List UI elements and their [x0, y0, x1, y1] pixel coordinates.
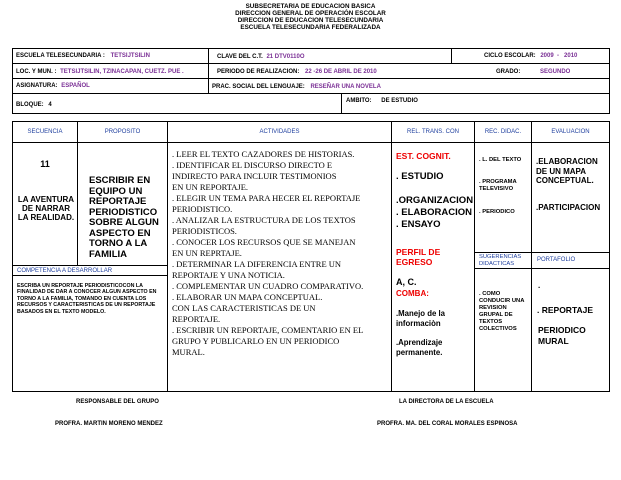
loc-cell [12, 63, 209, 79]
proposito-cell [77, 142, 168, 266]
actividad-line: EN UN REPORTAJE. [172, 182, 249, 192]
loc-value: TETSIJTSILIN, TZINACAPAN, CUETZ. PUE . [60, 69, 184, 75]
escuela-label: ESCUELA TELESECUNDARIA : [16, 53, 105, 59]
col-evaluacion: EVALUACION [531, 121, 610, 143]
actividad-line: REPORTAJE. [172, 314, 221, 324]
col-secuencia: SECUENCIA [12, 121, 78, 143]
sugerencias-text: . COMO CONDUCIR UNA REVISION GRUPAL DE TEXTOS COLECTIVOS [479, 291, 525, 332]
ciclo-label: CICLO ESCOLAR: [484, 53, 536, 59]
reltrans-list [396, 171, 473, 231]
actividad-line: . DETERMINAR LA DIFERENCIA ENTRE UN [172, 259, 342, 269]
portafolio-cell [531, 268, 610, 392]
periodo-label: PERIODO DE REALIZACION: [217, 69, 300, 75]
actividad-line: GRUPO Y PUBLICARLO EN UN PERIODICO [172, 336, 340, 346]
actividad-line: . ESCRIBIR UN REPORTAJE, COMENTARIO EN EL [172, 325, 364, 335]
footer-right-name: PROFRA. MA. DEL CORAL MORALES ESPINOSA [377, 421, 518, 427]
reltrans-item: . ELABORACION [396, 207, 472, 218]
escuela-value: TETSIJTSILIN [110, 53, 150, 59]
recdidac-cell [474, 142, 532, 253]
reltrans-aprendizaje: .Aprendizaje permanente. [396, 338, 443, 357]
reltrans-item: .ORGANIZACION [396, 195, 474, 206]
competencia-cell [12, 275, 168, 392]
recdidac-item: . L. DEL TEXTO [479, 157, 522, 163]
escuela-cell [12, 48, 209, 64]
asignatura-label: ASIGNATURA: [16, 83, 58, 89]
bloque-value: 4 [48, 102, 52, 108]
sugerencias-cell [474, 268, 532, 392]
recdidac-item: . PERIODICO [479, 209, 515, 215]
actividad-line: . ELABORAR UN MAPA CONCEPTUAL. [172, 292, 323, 302]
actividad-line: . LEER EL TEXTO CAZADORES DE HISTORIAS. [172, 149, 355, 159]
actividad-line: CON LAS CARACTERISTICAS DE UN [172, 303, 316, 313]
recdidac-item: . PROGRAMA TELEVISIVO [479, 179, 517, 192]
grado-label: GRADO: [496, 69, 521, 75]
actividad-line: MURAL. [172, 347, 205, 357]
loc-label: LOC. Y MUN. : [16, 69, 57, 75]
actividad-line: . ANALIZAR LA ESTRUCTURA DE LOS TEXTOS [172, 215, 356, 225]
prac-value: RESEÑAR UNA NOVELA [310, 84, 381, 90]
clave-cell [208, 48, 452, 64]
actividad-line: . CONOCER LOS RECURSOS QUE SE MANEJAN [172, 237, 356, 247]
grado-value: SEGUNDO [540, 69, 571, 75]
prac-label: PRAC. SOCIAL DEL LENGUAJE: [212, 84, 305, 90]
actividad-line: PERIODISTICO. [172, 204, 233, 214]
reltrans-heading-perfil: PERFIL DE EGRESO [396, 247, 441, 267]
bloque-label: BLOQUE: [16, 102, 44, 108]
competencia-label: COMPETENCIA A DESARROLLAR [17, 268, 113, 274]
portafolio-label: PORTAFOLIO [537, 257, 576, 263]
actividades-cell [167, 142, 392, 392]
footer-right-title: LA DIRECTORA DE LA ESCUELA [399, 399, 494, 405]
reltrans-item: . ESTUDIO [396, 171, 444, 182]
reltrans-heading-cognit: EST. COGNIT. [396, 151, 451, 161]
actividad-line: EN UN REPRTAJE. [172, 248, 242, 258]
reltrans-ac: A, C. [396, 277, 417, 287]
clave-value: 21 DTV0110O [266, 54, 305, 60]
actividad-line: . IDENTIFICAR EL DISCURSO DIRECTO E [172, 160, 333, 170]
actividades-list [172, 149, 392, 358]
reltrans-comba: COMBA: [396, 289, 429, 298]
actividad-line: REPORTAJE Y UNA NOTICIA. [172, 270, 285, 280]
actividad-line: . ELEGIR UN TEMA PARA HECER EL REPORTAJE [172, 193, 361, 203]
portafolio-reportaje: . REPORTAJE [537, 305, 594, 315]
asignatura-cell [12, 78, 209, 94]
evaluacion-cell [531, 142, 610, 253]
ciclo-cell [451, 48, 610, 64]
header-line-2: DIRECCION GENERAL DE OPERACIÓN ESCOLAR [235, 10, 386, 17]
footer-left-name: PROFRA. MARTIN MORENO MENDEZ [55, 421, 163, 427]
ambito-value: DE ESTUDIO [381, 98, 418, 104]
portafolio-periodico: PERIODICO MURAL [538, 325, 586, 346]
ambito-label: AMBITO: [346, 98, 372, 104]
col-actividades: ACTIVIDADES [167, 121, 392, 143]
ciclo-value: 2009 - 2010 [540, 53, 578, 59]
portafolio-dot: . [538, 281, 541, 290]
periodo-cell [208, 63, 610, 79]
sugerencias-label: SUGERENCIAS DIDACTICAS [479, 254, 522, 267]
col-recdidac: REC. DIDAC. [474, 121, 532, 143]
reltrans-manejo: .Manejo de la informaciòn [396, 309, 445, 328]
col-reltrans: REL. TRANS. CON [391, 121, 475, 143]
bloque-cell [12, 93, 342, 114]
col-proposito: PROPOSITO [77, 121, 168, 143]
sugerencias-label-cell [474, 252, 532, 269]
secuencia-cell [12, 142, 78, 266]
asignatura-value: ESPAÑOL [61, 83, 90, 89]
header-line-1: SUBSECRETARIA DE EDUCACION BASICA [245, 3, 376, 10]
footer-left-title: RESPONSABLE DEL GRUPO [76, 399, 159, 405]
header-line-4: ESCUELA TELESECUNDARIA FEDERALIZADA [240, 24, 381, 31]
competencia-text: ESCRIBA UN REPORTAJE PERIODISTICOCON LA FINALIDAD DE DAR A CONOCER ALGUN ASPECTO EN TORNO A LA FAMILIA, TOMANDO EN CUENTA LOS RECURSOS Y CARACTERISTICAS DE UN REPORTAJE BASADOS EN EL TEXTO MODELO. [17, 283, 157, 315]
ambito-cell [341, 93, 610, 114]
periodo-value: 22 -26 DE ABRIL DE 2010 [305, 69, 377, 75]
actividad-line: INDIRECTO PARA INCLUIR TESTIMONIOS [172, 171, 337, 181]
proposito-text: ESCRIBIR EN EQUIPO UN REPORTAJE PERIODISTICO SOBRE ALGUN ASPECTO EN TORNO A LA FAMILIA [89, 175, 159, 260]
portafolio-label-cell [531, 252, 610, 269]
actividad-line: PERIODISTICOS. [172, 226, 237, 236]
clave-label: CLAVE DEL C.T. [217, 54, 263, 60]
secuencia-number: 11 [40, 159, 50, 169]
reltrans-item: . ENSAYO [396, 219, 441, 230]
secuencia-title: LA AVENTURA DE NARRAR LA REALIDAD. [17, 195, 75, 222]
evaluacion-item-mapa: .ELABORACION DE UN MAPA CONCEPTUAL. [536, 157, 598, 185]
header-line-3: DIRECCION DE EDUCACION TELESECUNDARIA [237, 17, 384, 24]
actividad-line: . COMPLEMENTAR UN CUADRO COMPARATIVO. [172, 281, 364, 291]
reltrans-cell [391, 142, 475, 392]
prac-cell [208, 78, 610, 94]
evaluacion-item-participacion: .PARTICIPACION [536, 203, 601, 212]
